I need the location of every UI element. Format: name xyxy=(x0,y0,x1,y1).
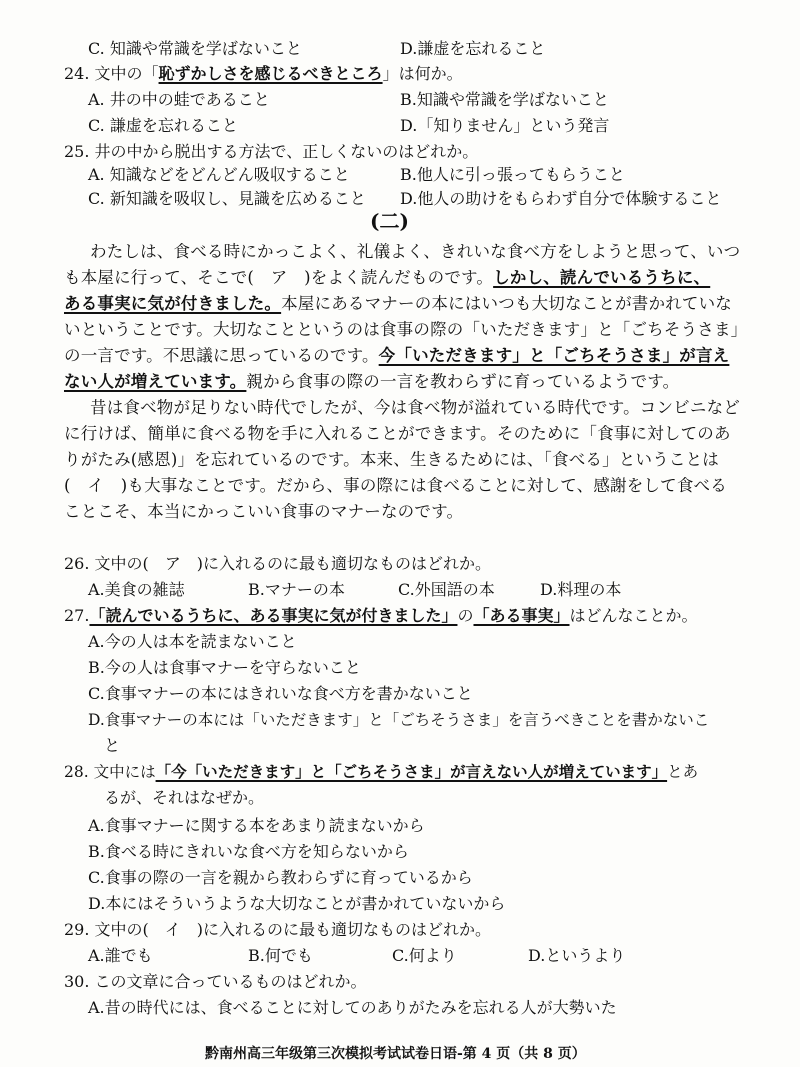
q27-stem xyxy=(64,605,698,627)
q26-option-d: D.料理の本 xyxy=(540,580,622,599)
q27-option-a: A.今の人は本を読まないこと xyxy=(88,632,297,651)
q28-stem xyxy=(64,761,698,783)
passage-l6-underlined: ない人が増えています。 xyxy=(64,372,247,391)
passage-line-1: わたしは、食べる時にかっこよく、礼儀よく、きれいな食べ方をしようと思って、いつ xyxy=(90,242,741,261)
q23-option-c: C. 知識や常識を学ばないこと xyxy=(88,39,302,58)
q25-stem: 25. 井の中から脱出する方法で、正しくないのはどれか。 xyxy=(64,142,479,161)
passage-l2-plain: も本屋に行って、そこで( ア )をよく読んだものです。 xyxy=(64,268,494,287)
passage-line-8: に行けば、簡単に食べる物を手に入れることができます。そのために「食事に対してのあ xyxy=(64,424,731,443)
passage-l5-underlined: 今「いただきます」と「ごちそうさま」が言え xyxy=(378,346,730,365)
q27-suffix: はどんなことか。 xyxy=(569,606,698,625)
section-heading: (二) xyxy=(370,209,409,233)
q28-suffix: とあ xyxy=(667,763,699,781)
passage-line-4: いということです。大切なことというのは食事の際の「いただきます」と「ごちそうさま」 xyxy=(64,320,748,339)
q23-option-d: D.謙虚を忘れること xyxy=(400,39,546,58)
q25-option-d: D.他人の助けをもらわず自分で体験すること xyxy=(400,189,722,208)
q25-option-a: A. 知識などをどんどん吸収すること xyxy=(88,165,350,184)
page-footer: 黔南州高三年级第三次模拟考试试卷日语-第 4 页（共 8 页） xyxy=(205,1046,586,1062)
q29-option-b: B.何でも xyxy=(248,946,313,965)
passage-l3-plain: 本屋にあるマナーの本にはいつも大切なことが書かれていな xyxy=(281,294,733,313)
passage-line-2 xyxy=(64,267,710,289)
q27-option-d-line-2: と xyxy=(104,736,121,755)
q28-option-a: A.食事マナーに関する本をあまり読まないから xyxy=(88,816,425,835)
q28-option-b: B.食べる時にきれいな食べ方を知らないから xyxy=(88,842,409,861)
q26-option-c: C.外国語の本 xyxy=(398,580,495,599)
q24-option-b: B.知識や常識を学ばないこと xyxy=(400,90,609,109)
q28-quote: 「今「いただきます」と「ごちそうさま」が言えない人が増えています」 xyxy=(155,762,668,781)
q27-quote-1: 「読んでいるうちに、ある事実に気が付きました」 xyxy=(89,606,458,625)
q28-prefix: 28. 文中には xyxy=(64,763,156,781)
passage-line-10: ( イ )も大事なことです。だから、事の際には食べることに対して、感謝をして食べる xyxy=(64,476,727,495)
q27-mid: の xyxy=(457,606,474,625)
q24-option-c: C. 謙虚を忘れること xyxy=(88,116,238,135)
passage-l6-plain: 親から食事の際の一言を教わらずに育っているようです。 xyxy=(246,372,680,391)
q26-option-b: B.マナーの本 xyxy=(248,580,345,599)
q25-option-b: B.他人に引っ張ってもらうこと xyxy=(400,165,625,184)
q25-option-c: C. 新知識を吸収し、見識を広めること xyxy=(88,189,366,208)
q29-option-d: D.というより xyxy=(528,946,626,965)
q27-num: 27. xyxy=(64,606,90,625)
q28-option-c: C.食事の際の一言を親から教わらずに育っているから xyxy=(88,868,473,887)
q24-prefix: 24. 文中の「 xyxy=(64,64,159,83)
passage-line-9: りがたみ(感恩)」を忘れているのです。本来、生きるためには、「食べる」ということは xyxy=(64,450,720,469)
passage-l3-underlined: ある事実に気が付きました。 xyxy=(64,294,282,313)
q30-stem: 30. この文章に合っているものはどれか。 xyxy=(64,972,367,991)
passage-l2-underlined: しかし、読んでいるうちに、 xyxy=(493,268,711,287)
q28-option-d: D.本にはそういうような大切なことが書かれていないから xyxy=(88,894,506,913)
q27-quote-2: 「ある事実」 xyxy=(473,606,570,625)
passage-line-6 xyxy=(64,371,679,393)
q29-stem: 29. 文中の( イ )に入れるのに最も適切なものはどれか。 xyxy=(64,920,492,939)
q26-stem: 26. 文中の( ア )に入れるのに最も適切なものはどれか。 xyxy=(64,554,492,573)
q24-option-d: D.「知りません」という発言 xyxy=(400,116,610,135)
q27-option-d-line-1: D.食事マナーの本には「いただきます」と「ごちそうさま」を言うべきことを書かないこ xyxy=(88,711,710,729)
q29-option-a: A.誰でも xyxy=(88,946,153,965)
q26-option-a: A.美食の雑誌 xyxy=(88,580,185,599)
passage-line-3 xyxy=(64,293,732,315)
q24-quote: 恥ずかしさを感じるべきところ xyxy=(158,64,383,83)
q30-option-a: A.昔の時代には、食べることに対してのありがたみを忘れる人が大勢いた xyxy=(88,998,617,1017)
q27-option-b: B.今の人は食事マナーを守らないこと xyxy=(88,658,361,677)
q24-stem xyxy=(64,63,463,85)
passage-line-11: ことこそ、本当にかっこいい食事のマナーなのです。 xyxy=(64,502,464,521)
q27-option-c: C.食事マナーの本にはきれいな食べ方を書かないこと xyxy=(88,684,473,703)
q29-option-c: C.何より xyxy=(392,946,457,965)
passage-l5-plain: の一言です。不思議に思っているのです。 xyxy=(64,346,379,365)
passage-line-7: 昔は食べ物が足りない時代でしたが、今は食べ物が溢れている時代です。コンビニなど xyxy=(90,398,740,417)
q24-option-a: A. 井の中の蛙であること xyxy=(88,90,270,109)
passage-line-5 xyxy=(64,345,729,367)
q28-stem-cont: るが、それはなぜか。 xyxy=(104,788,265,807)
q24-suffix: 」は何か。 xyxy=(382,64,463,83)
